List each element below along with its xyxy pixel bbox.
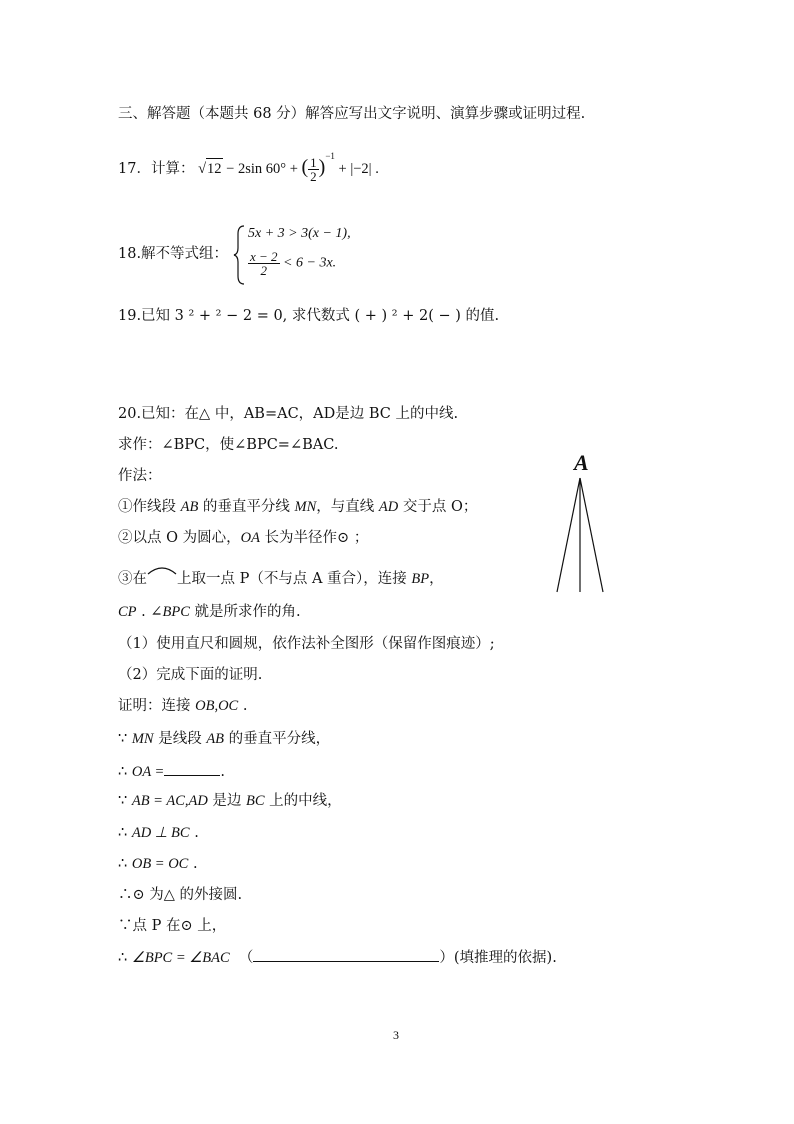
- proof-start: 证明：连接 OB,OC .: [118, 698, 248, 714]
- q20-task: 求作：∠BPC，使∠BPC=∠BAC.: [118, 437, 339, 453]
- q17-tail: + |−2| .: [334, 161, 379, 177]
- proof-line-4: ∴ AD ⊥ BC .: [118, 825, 199, 841]
- inequality-1: 5x + 3 > 3(x − 1),: [248, 226, 351, 241]
- page-number: 3: [393, 1028, 399, 1042]
- proof-line-5: ∴ OB = OC .: [118, 856, 198, 872]
- sqrt-12: √ 12: [198, 158, 222, 179]
- q17-prefix: 17．计算：: [118, 161, 195, 177]
- proof-line-2: ∴ OA = .: [118, 761, 225, 782]
- proof-line-3: ∵ AB = AC,AD 是边 BC 上的中线，: [118, 793, 342, 809]
- answer-blank-oa[interactable]: [164, 761, 220, 776]
- answer-blank-reason[interactable]: [253, 947, 439, 962]
- q20-step-2: ②以点 O 为圆心，OA 长为半径作⊙ ；: [118, 530, 369, 546]
- inequality-system: [232, 224, 392, 286]
- triangle-figure: [548, 448, 618, 598]
- proof-line-6: ∴⊙ 为△ 的外接圆.: [118, 887, 243, 903]
- q17-fraction: $\frac{1}{2}$: [310, 155, 317, 185]
- q20-part-1: （1）使用直尺和圆规，依作法补全图形（保留作图痕迹）;: [118, 636, 495, 652]
- q20-part-2: （2）完成下面的证明.: [118, 667, 263, 683]
- q17-exp: −1: [325, 151, 335, 161]
- proof-line-1: ∵ MN 是线段 AB 的垂直平分线，: [118, 731, 331, 747]
- question-18-label: 18.解不等式组：: [118, 246, 229, 262]
- q20-step-1: ①作线段 AB 的垂直平分线 MN，与直线 AD 交于点 O；: [118, 499, 478, 515]
- q20-given: 20.已知：在△ 中，AB=AC，AD是边 BC 上的中线.: [118, 406, 459, 422]
- question-17: 17．计算： √ 12 − 2sin 60° + ( $\frac{1}{2}$ )$^{-1}$ + |−2| .: [118, 151, 379, 185]
- section-title: 三、解答题（本题共 68 分）解答应写出文字说明、演算步骤或证明过程.: [118, 106, 586, 122]
- inequality-2: $\frac{x - 2}{2}$ < 6 − 3x.: [250, 249, 337, 278]
- side-ab: [557, 478, 580, 592]
- proof-line-7: ∵点 P 在⊙ 上，: [118, 918, 227, 934]
- q20-step-3: ③在 上取一点 P（不与点 A 重合），连接 BP，: [118, 565, 444, 589]
- side-ac: [580, 478, 603, 592]
- proof-line-8: ∴ ∠BPC = ∠BAC （ ）(填推理的依据).: [118, 947, 557, 968]
- q20-method-label: 作法：: [118, 468, 162, 484]
- brace-icon: [232, 224, 246, 286]
- question-19: 19.已知 3 ² + ² − 2 = 0, 求代数式 ( + ) ² + 2( − ) 的值.: [118, 308, 500, 324]
- q20-step-3-cont: CP . ∠BPC 就是所求作的角.: [118, 604, 301, 620]
- q17-mid: − 2sin 60° +: [222, 161, 302, 177]
- arc-icon: [147, 565, 177, 575]
- figure-label-a: A: [574, 450, 589, 475]
